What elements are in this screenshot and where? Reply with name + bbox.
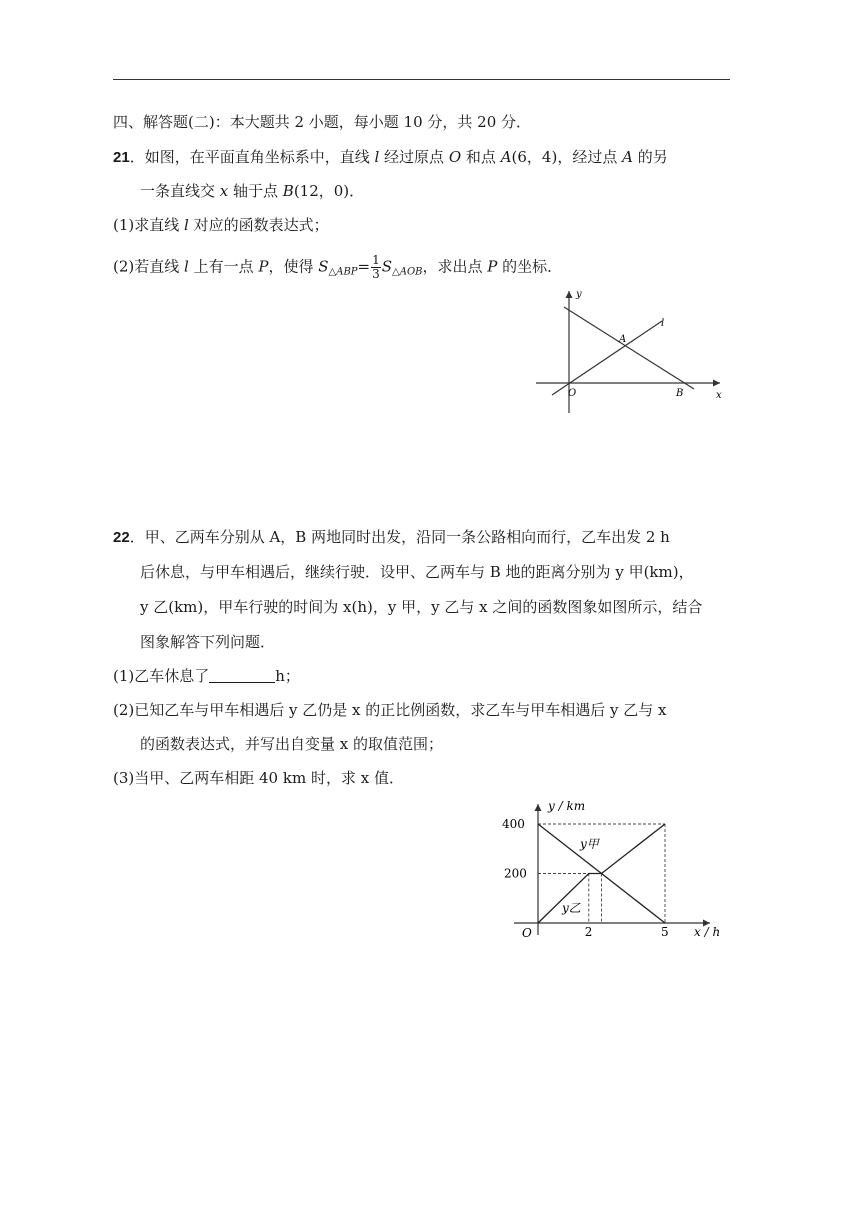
q21-part2: (2)若直线 l 上有一点 P，使得 $S_{\triangle ABP}=$ $\frac{1}{3}$ $S_{\triangle AOB}$，求出点 P 的坐标． — [113, 253, 563, 281]
q21-origin-label: O — [568, 388, 577, 399]
y-tick-400: 400 — [502, 817, 525, 831]
q21-number: 21 — [113, 149, 130, 166]
q21-y-label: y — [576, 289, 582, 300]
chart-text — [502, 799, 720, 940]
fraction-one-third: $\frac{1}{3}$ — [372, 253, 380, 281]
q22-part2-line1: (2)已知乙车与甲车相遇后 y 乙仍是 x 的正比例函数，求乙车与甲车相遇后 y 乙与 x — [113, 701, 667, 719]
q22-chart — [500, 796, 740, 946]
section-heading: 四、解答题(二)：本大题共 2 小题，每小题 10 分，共 20 分． — [113, 113, 532, 131]
q22-line4: 图象解答下列问题． — [140, 633, 276, 651]
answer-blank[interactable] — [209, 668, 275, 683]
q22-part2-line2: 的函数表达式，并写出自变量 x 的取值范围； — [140, 735, 443, 753]
series-label-2: y乙 — [562, 901, 581, 915]
q21-stem-line1: 21．如图，在平面直角坐标系中，直线 l 经过原点 O 和点 A(6，4)，经过点 A 的另 — [113, 148, 668, 166]
q22-line2: 后休息，与甲车相遇后，继续行驶．设甲、乙两车与 B 地的距离分别为 y 甲(km)， — [140, 563, 694, 581]
q21-x-label: x — [716, 390, 722, 401]
series-label-1: y甲 — [580, 837, 599, 851]
x-tick-5: 5 — [661, 925, 669, 939]
x-axis-label: x / h — [694, 925, 721, 939]
q22-line1: 22．甲、乙两车分别从 A，B 两地同时出发，沿同一条公路相向而行，乙车出发 2 h — [113, 528, 670, 546]
y-tick-200: 200 — [504, 866, 527, 881]
top-rule — [113, 79, 730, 80]
chart-series — [538, 824, 665, 923]
point-A-label: A — [619, 334, 627, 345]
point-B-label: B — [676, 388, 684, 399]
q22-part3: (3)当甲、乙两车相距 40 km 时，求 x 值． — [113, 769, 404, 787]
line-AB — [564, 307, 694, 389]
y-axis-label: y / km — [548, 799, 586, 813]
q21-stem-line2: 一条直线交 x 轴于点 B(12，0)． — [140, 182, 365, 200]
q21-part1: (1)求直线 l 对应的函数表达式； — [113, 216, 329, 234]
q22-number: 22 — [113, 529, 130, 546]
q22-line3: y 乙(km)，甲车行驶的时间为 x(h)，y 甲，y 乙与 x 之间的函数图象如图所示，结合 — [140, 598, 703, 616]
q22-part1: (1)乙车休息了 h； — [113, 667, 300, 685]
x-tick-2: 2 — [584, 925, 593, 939]
line-l-label: l — [661, 318, 665, 329]
q21-figure — [530, 285, 730, 415]
origin-label: O — [522, 926, 532, 940]
